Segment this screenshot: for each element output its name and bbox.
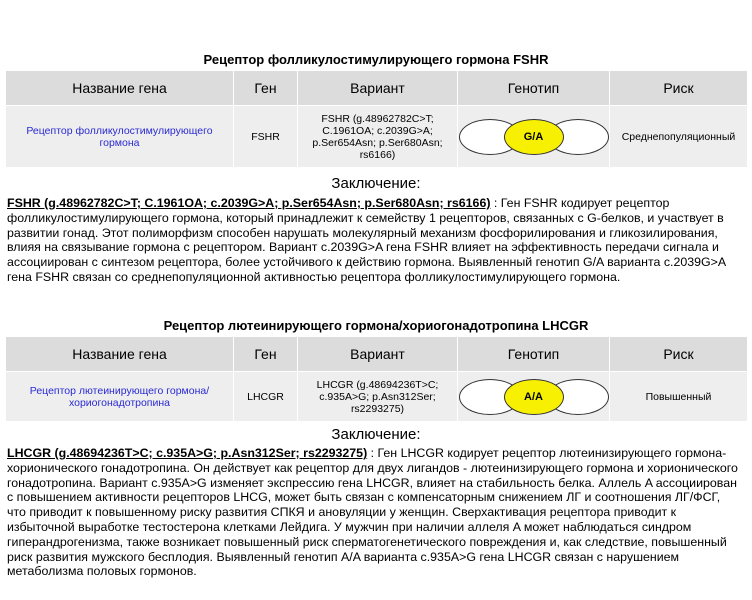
header-genotype: Генотип (458, 71, 610, 106)
lhcgr-genotype-highlight: A/A (504, 379, 564, 415)
lhcgr-table-header (6, 337, 748, 372)
lhcgr-section-title: Рецептор лютеинирующего гормона/хориогонадотропина LHCGR (163, 318, 589, 333)
fshr-variant: FSHR (g.48962782C>T; C.1961OA; c.2039G>A; p.Ser654Asn; p.Ser680Asn; rs6166) (298, 106, 458, 168)
lhcgr-conclusion-lead: LHCGR (g.48694236T>C; c.935A>G; p.Asn312Ser; rs2293275) (7, 446, 368, 460)
fshr-genotype-highlight: G/A (504, 119, 564, 155)
header-gene-name: Название гена (6, 71, 234, 106)
lhcgr-conclusion-text: : Ген LHCGR кодирует рецептор лютеинизирующего гормона-хорионического гонадотропина. Он действует как рецептор для двух лигандов - лютеинизирующего гормона и хорионического гонадотропина. Вариант c.935A>G изменяет экспрессию гена LHCGR, влияет на стабильность белка. Аллель A ассоциирован с повышением активности рецепторов LHCG, может быть связан с компенсаторным снижением ЛГ и соотношения ЛГ/ФСГ, что приводит к повышенному риску развития СПКЯ и ановуляции у женщин. Сверхактивация рецептора приводит к избыточной выработке тестостерона клетками Лейдига. У мужчин при наличии аллеля A может наблюдаться синдром гиперандрогенизма, также возникает повышенный риск сперматогенетического повреждения и, как следствие, повышенный риск развития мужского бесплодия. Выявленный генотип A/A варианта c.935A>G гена LHCGR связан с нарушением метаболизма половых гормонов. (7, 446, 738, 579)
lhcgr-risk: Повышенный (610, 372, 748, 422)
lhcgr-gene: LHCGR (234, 372, 298, 422)
header-risk: Риск (610, 71, 748, 106)
fshr-table (5, 70, 748, 168)
header-gene: Ген (234, 337, 298, 372)
fshr-genotype-cell (458, 106, 610, 168)
header-risk: Риск (610, 337, 748, 372)
fshr-table-row (6, 106, 748, 168)
lhcgr-table-row (6, 372, 748, 422)
lhcgr-gene-name: Рецептор лютеинирующего гормона/хориогонадотропина (6, 372, 234, 422)
lhcgr-conclusion (7, 446, 742, 579)
fshr-conclusion (7, 196, 742, 285)
header-variant: Вариант (298, 71, 458, 106)
fshr-conclusion-lead: FSHR (g.48962782C>T; C.1961OA; c.2039G>A; p.Ser654Asn; p.Ser680Asn; rs6166) (7, 196, 491, 210)
fshr-gene-name: Рецептор фолликулостимулирующего гормона (6, 106, 234, 168)
fshr-gene: FSHR (234, 106, 298, 168)
lhcgr-genotype-diagram (459, 377, 609, 417)
fshr-risk: Среднепопуляционный (610, 106, 748, 168)
fshr-genotype-diagram (459, 117, 609, 157)
lhcgr-conclusion-title: Заключение: (331, 426, 421, 443)
fshr-table-header (6, 71, 748, 106)
lhcgr-genotype-cell (458, 372, 610, 422)
lhcgr-variant: LHCGR (g.48694236T>C; c.935A>G; p.Asn312Ser; rs2293275) (298, 372, 458, 422)
lhcgr-table (5, 336, 748, 422)
header-gene: Ген (234, 71, 298, 106)
header-genotype: Генотип (458, 337, 610, 372)
fshr-conclusion-title: Заключение: (331, 175, 421, 192)
header-gene-name: Название гена (6, 337, 234, 372)
fshr-conclusion-text: : Ген FSHR кодирует рецептор фолликулостимулирующего гормона, который принадлежит к семейству 1 рецепторов, связанных с G-белков, и участвует в развитии гонад. Этот полиморфизм способен нарушать молекулярный механизм фосфорилирования и гликозилирования, влияя на связывание гормона с рецептором. Вариант c.2039G>A гена FSHR влияет на эффективность передачи сигнала и ассоциирован с синтезом рецептора, более устойчивого к действию гормона. Выявленный генотип G/A варианта c.2039G>A гена FSHR связан со среднепопуляционной активностью рецептора фолликулостимулирующего гормона. (7, 196, 726, 284)
fshr-section-title: Рецептор фолликулостимулирующего гормона FSHR (203, 52, 549, 67)
header-variant: Вариант (298, 337, 458, 372)
